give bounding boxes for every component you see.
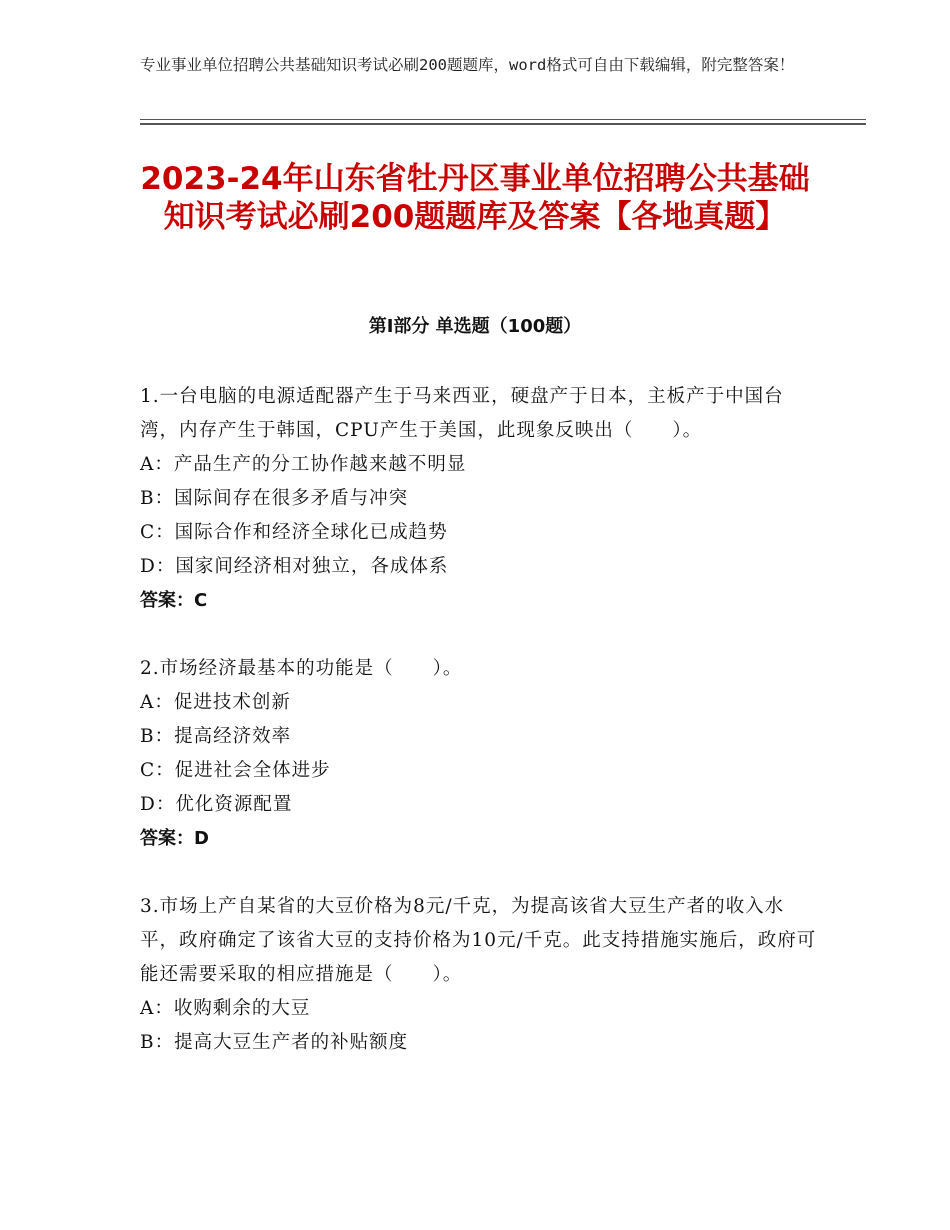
option-b: B：提高大豆生产者的补贴额度: [140, 1032, 409, 1053]
header-note: 专业事业单位招聘公共基础知识考试必刷200题题库，word格式可自由下载编辑，附完整答案！: [140, 56, 795, 74]
option-b: B：国际间存在很多矛盾与冲突: [140, 488, 409, 509]
header-divider-thick: [140, 123, 866, 125]
question-stem: 3.市场上产自某省的大豆价格为8元/千克，为提高该省大豆生产者的收入水平，政府确定了该省大豆的支持价格为10元/千克。此支持措施实施后，政府可能还需要采取的相应措施是（ ）。: [140, 896, 817, 985]
answer-label: 答案：D: [140, 828, 209, 849]
option-d: D：国家间经济相对独立，各成体系: [140, 556, 449, 577]
option-d: D：优化资源配置: [140, 794, 293, 815]
section-title: 第Ⅰ部分 单选题（100题）: [368, 316, 582, 337]
option-c: C：促进社会全体进步: [140, 760, 331, 781]
option-b: B：提高经济效率: [140, 726, 292, 747]
document-title: 2023-24年山东省牡丹区事业单位招聘公共基础知识考试必刷200题题库及答案【各地真题】: [140, 161, 810, 235]
option-a: A：产品生产的分工协作越来越不明显: [140, 454, 467, 475]
option-c: C：国际合作和经济全球化已成趋势: [140, 522, 448, 543]
question-1: [140, 380, 820, 618]
question-stem: 1.一台电脑的电源适配器产生于马来西亚，硬盘产于日本，主板产于中国台湾，内存产生于韩国，CPU产生于美国，此现象反映出（ ）。: [140, 386, 784, 441]
header-divider-thin: [140, 119, 866, 120]
question-list: [140, 380, 820, 1094]
question-stem: 2.市场经济最基本的功能是（ ）。: [140, 658, 463, 679]
option-a: A：促进技术创新: [140, 692, 291, 713]
answer-label: 答案：C: [140, 590, 208, 611]
question-2: [140, 652, 820, 856]
question-3: [140, 890, 820, 1060]
option-a: A：收购剩余的大豆: [140, 998, 311, 1019]
